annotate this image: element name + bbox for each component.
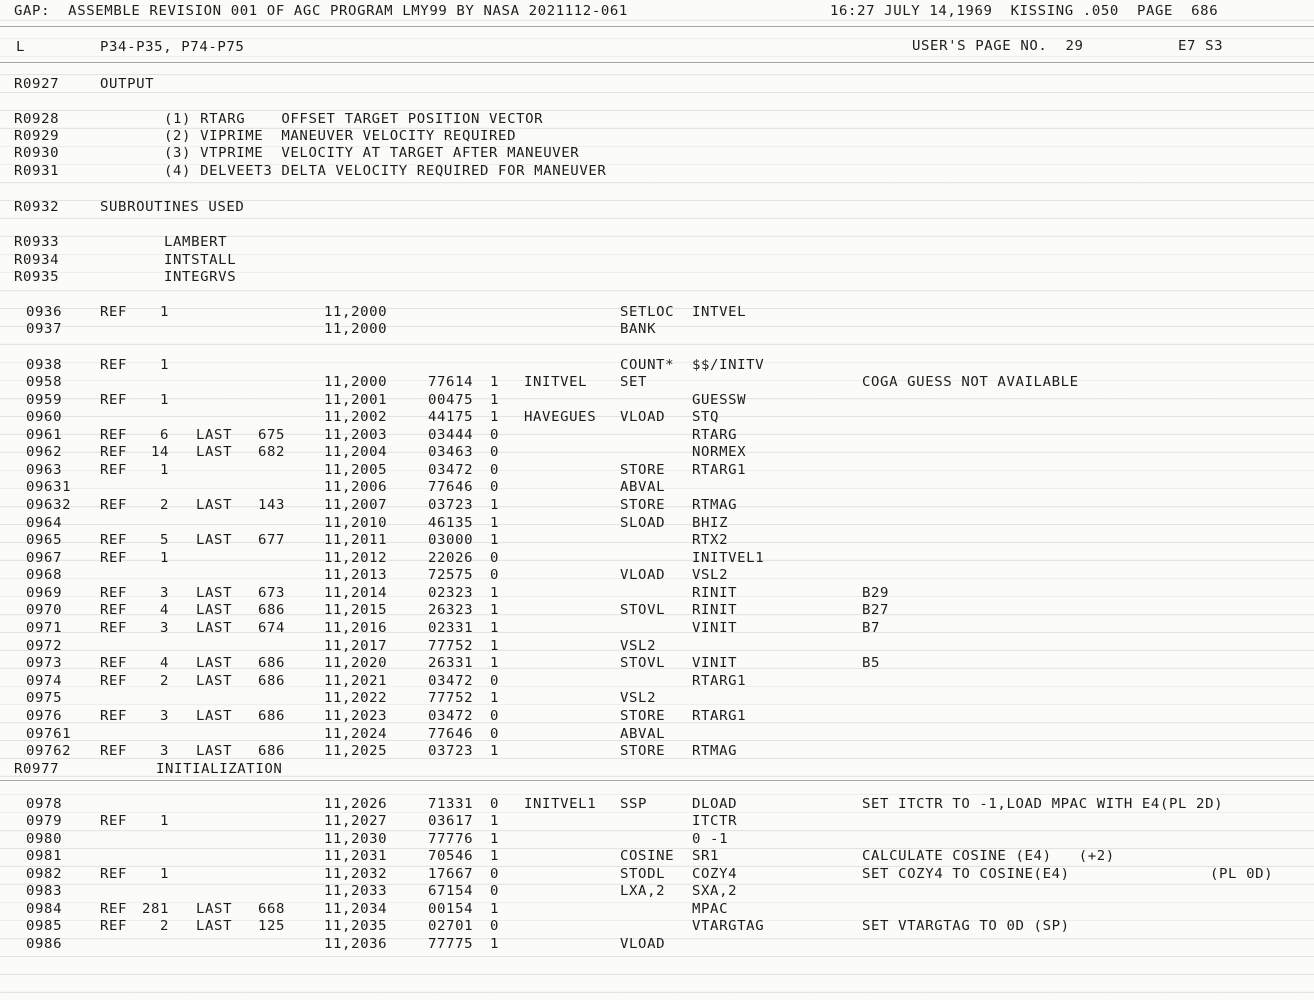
ref-count: 3 — [160, 709, 170, 724]
ref-count: 14 — [151, 445, 170, 460]
parity-bit: 0 — [490, 445, 500, 460]
code-label: INITVEL — [524, 375, 588, 390]
parity-bit: 1 — [490, 393, 500, 408]
memory-address: 11,2021 — [324, 674, 388, 689]
memory-address: 11,2016 — [324, 621, 388, 636]
operand: RTMAG — [692, 744, 738, 759]
listing-line-number: 0958 — [26, 375, 63, 390]
ref-count: 1 — [160, 305, 170, 320]
memory-address: 11,2004 — [324, 445, 388, 460]
ref-marker: REF — [100, 358, 128, 373]
parity-bit: 1 — [490, 849, 500, 864]
listing-line-number: 0964 — [26, 516, 63, 531]
memory-address: 11,2000 — [324, 375, 388, 390]
code-comment: B29 — [862, 586, 890, 601]
opcode: BANK — [620, 322, 657, 337]
last-page: 686 — [258, 674, 286, 689]
ref-count: 281 — [142, 902, 170, 917]
ref-marker: REF — [100, 674, 128, 689]
code-comment: SET VTARGTAG TO 0D (SP) — [862, 919, 1070, 934]
opcode: STOVL — [620, 603, 666, 618]
memory-address: 11,2036 — [324, 937, 388, 952]
listing-line-number: 0961 — [26, 428, 63, 443]
opcode: COSINE — [620, 849, 675, 864]
operand: RINIT — [692, 586, 738, 601]
octal-word: 46135 — [428, 516, 474, 531]
opcode: LXA,2 — [620, 884, 666, 899]
operand: RTARG1 — [692, 674, 747, 689]
octal-word: 03472 — [428, 463, 474, 478]
memory-address: 11,2000 — [324, 322, 388, 337]
operand: ITCTR — [692, 814, 738, 829]
memory-address: 11,2017 — [324, 639, 388, 654]
ref-marker: REF — [100, 463, 128, 478]
memory-address: 11,2014 — [324, 586, 388, 601]
octal-word: 03463 — [428, 445, 474, 460]
memory-address: 11,2000 — [324, 305, 388, 320]
memory-address: 11,2023 — [324, 709, 388, 724]
octal-word: 17667 — [428, 867, 474, 882]
parity-bit: 0 — [490, 551, 500, 566]
octal-word: 70546 — [428, 849, 474, 864]
remark-line-number: R0935 — [14, 270, 60, 285]
octal-word: 77614 — [428, 375, 474, 390]
opcode: SET — [620, 375, 648, 390]
operand: INITVEL1 — [692, 551, 765, 566]
ref-count: 3 — [160, 744, 170, 759]
memory-address: 11,2034 — [324, 902, 388, 917]
remark-line-number: R0928 — [14, 112, 60, 127]
listing-line-number: 0975 — [26, 691, 63, 706]
ref-marker: REF — [100, 709, 128, 724]
ref-count: 4 — [160, 603, 170, 618]
remark-line-number: R0932 — [14, 200, 60, 215]
parity-bit: 0 — [490, 709, 500, 724]
operand: RINIT — [692, 603, 738, 618]
listing-line-number: 0979 — [26, 814, 63, 829]
parity-bit: 1 — [490, 603, 500, 618]
last-page: 668 — [258, 902, 286, 917]
listing-line-number: 0986 — [26, 937, 63, 952]
listing-line-number: 0971 — [26, 621, 63, 636]
parity-bit: 1 — [490, 744, 500, 759]
octal-word: 77775 — [428, 937, 474, 952]
code-comment: B7 — [862, 621, 881, 636]
ref-marker: REF — [100, 814, 128, 829]
opcode: STODL — [620, 867, 666, 882]
section-line-number: R0977 — [14, 762, 60, 777]
remark-text: OUTPUT — [100, 77, 155, 92]
listing-line-number: 0970 — [26, 603, 63, 618]
parity-bit: 1 — [490, 937, 500, 952]
parity-bit: 0 — [490, 727, 500, 742]
memory-address: 11,2031 — [324, 849, 388, 864]
listing-line-number: 0972 — [26, 639, 63, 654]
last-page: 686 — [258, 656, 286, 671]
operand: VINIT — [692, 621, 738, 636]
parity-bit: 1 — [490, 533, 500, 548]
octal-word: 03444 — [428, 428, 474, 443]
ref-marker: REF — [100, 533, 128, 548]
listing-line-number: 0962 — [26, 445, 63, 460]
last-marker: LAST — [196, 586, 233, 601]
octal-word: 00475 — [428, 393, 474, 408]
listing-line-number: 09761 — [26, 727, 72, 742]
operand: COZY4 — [692, 867, 738, 882]
opcode: SLOAD — [620, 516, 666, 531]
code-comment: CALCULATE COSINE (E4) (+2) — [862, 849, 1115, 864]
memory-address: 11,2012 — [324, 551, 388, 566]
listing-line-number: 0965 — [26, 533, 63, 548]
parity-bit: 1 — [490, 586, 500, 601]
memory-address: 11,2013 — [324, 568, 388, 583]
last-marker: LAST — [196, 902, 233, 917]
ref-count: 5 — [160, 533, 170, 548]
last-marker: LAST — [196, 603, 233, 618]
operand: SXA,2 — [692, 884, 738, 899]
octal-word: 03000 — [428, 533, 474, 548]
remark-line-number: R0927 — [14, 77, 60, 92]
last-page: 673 — [258, 586, 286, 601]
octal-word: 02323 — [428, 586, 474, 601]
last-marker: LAST — [196, 674, 233, 689]
remark-text: (2) VIPRIME MANEUVER VELOCITY REQUIRED — [164, 129, 517, 144]
listing-line-number: 0985 — [26, 919, 63, 934]
operand: RTMAG — [692, 498, 738, 513]
parity-bit: 0 — [490, 428, 500, 443]
opcode: VSL2 — [620, 639, 657, 654]
parity-bit: 0 — [490, 674, 500, 689]
octal-word: 77776 — [428, 832, 474, 847]
ref-count: 1 — [160, 463, 170, 478]
parity-bit: 0 — [490, 884, 500, 899]
opcode: VLOAD — [620, 568, 666, 583]
ref-marker: REF — [100, 902, 128, 917]
parity-bit: 0 — [490, 568, 500, 583]
listing-line-number: 0984 — [26, 902, 63, 917]
operand: MPAC — [692, 902, 729, 917]
operand: 0 -1 — [692, 832, 729, 847]
memory-address: 11,2011 — [324, 533, 388, 548]
listing-line-number: 0976 — [26, 709, 63, 724]
operand: RTX2 — [692, 533, 729, 548]
code-comment: SET COZY4 TO COSINE(E4) — [862, 867, 1070, 882]
memory-address: 11,2025 — [324, 744, 388, 759]
ref-count: 2 — [160, 674, 170, 689]
operand: NORMEX — [692, 445, 747, 460]
ref-marker: REF — [100, 744, 128, 759]
last-page: 686 — [258, 603, 286, 618]
user-page-number: USER'S PAGE NO. 29 — [912, 39, 1084, 54]
remark-text: (4) DELVEET3 DELTA VELOCITY REQUIRED FOR MANEUVER — [164, 164, 607, 179]
octal-word: 00154 — [428, 902, 474, 917]
octal-word: 72575 — [428, 568, 474, 583]
last-page: 675 — [258, 428, 286, 443]
operand: RTARG1 — [692, 709, 747, 724]
remark-text: INTSTALL — [164, 253, 237, 268]
octal-word: 26323 — [428, 603, 474, 618]
ref-count: 1 — [160, 867, 170, 882]
ref-count: 6 — [160, 428, 170, 443]
header-timestamp: 16:27 JULY 14,1969 KISSING .050 PAGE 686 — [830, 4, 1219, 19]
code-comment: B27 — [862, 603, 890, 618]
parity-bit: 0 — [490, 919, 500, 934]
page-code: E7 S3 — [1178, 39, 1224, 54]
memory-address: 11,2015 — [324, 603, 388, 618]
parity-bit: 0 — [490, 797, 500, 812]
octal-word: 22026 — [428, 551, 474, 566]
ref-marker: REF — [100, 621, 128, 636]
operand: SR1 — [692, 849, 720, 864]
listing-line-number: 0960 — [26, 410, 63, 425]
parity-bit: 1 — [490, 656, 500, 671]
octal-word: 26331 — [428, 656, 474, 671]
parity-bit: 0 — [490, 867, 500, 882]
listing-line-number: 0936 — [26, 305, 63, 320]
ref-marker: REF — [100, 603, 128, 618]
octal-word: 03617 — [428, 814, 474, 829]
remark-line-number: R0931 — [14, 164, 60, 179]
opcode: VSL2 — [620, 691, 657, 706]
opcode: STORE — [620, 709, 666, 724]
ref-count: 3 — [160, 586, 170, 601]
remark-text: (1) RTARG OFFSET TARGET POSITION VECTOR — [164, 112, 544, 127]
parity-bit: 1 — [490, 621, 500, 636]
memory-address: 11,2010 — [324, 516, 388, 531]
octal-word: 03472 — [428, 674, 474, 689]
listing-line-number: 0978 — [26, 797, 63, 812]
ref-count: 1 — [160, 551, 170, 566]
opcode: STORE — [620, 498, 666, 513]
ref-count: 4 — [160, 656, 170, 671]
memory-address: 11,2007 — [324, 498, 388, 513]
octal-word: 77752 — [428, 639, 474, 654]
listing-line-number: 0968 — [26, 568, 63, 583]
operand: VINIT — [692, 656, 738, 671]
memory-address: 11,2001 — [324, 393, 388, 408]
ref-marker: REF — [100, 867, 128, 882]
parity-bit: 1 — [490, 639, 500, 654]
last-page: 686 — [258, 744, 286, 759]
code-label: INITVEL1 — [524, 797, 597, 812]
last-page: 677 — [258, 533, 286, 548]
listing-line-number: 0967 — [26, 551, 63, 566]
remark-line-number: R0933 — [14, 235, 60, 250]
listing-line-number: 0982 — [26, 867, 63, 882]
octal-word: 44175 — [428, 410, 474, 425]
memory-address: 11,2024 — [324, 727, 388, 742]
octal-word: 77752 — [428, 691, 474, 706]
ref-marker: REF — [100, 656, 128, 671]
ref-marker: REF — [100, 428, 128, 443]
memory-address: 11,2003 — [324, 428, 388, 443]
last-page: 686 — [258, 709, 286, 724]
listing-line-number: 0963 — [26, 463, 63, 478]
listing-line-number: 0980 — [26, 832, 63, 847]
octal-word: 02331 — [428, 621, 474, 636]
opcode: STORE — [620, 463, 666, 478]
opcode: ABVAL — [620, 727, 666, 742]
operand: RTARG — [692, 428, 738, 443]
octal-word: 77646 — [428, 480, 474, 495]
memory-address: 11,2035 — [324, 919, 388, 934]
section-divider — [0, 780, 1314, 781]
memory-address: 11,2033 — [324, 884, 388, 899]
ref-count: 2 — [160, 919, 170, 934]
last-page: 682 — [258, 445, 286, 460]
listing-line-number: 0938 — [26, 358, 63, 373]
header-l-marker: L — [16, 40, 26, 55]
listing-line-number: 09762 — [26, 744, 72, 759]
section-divider — [0, 62, 1314, 63]
code-comment: SET ITCTR TO -1,LOAD MPAC WITH E4(PL 2D) — [862, 797, 1224, 812]
parity-bit: 1 — [490, 814, 500, 829]
listing-line-number: 0981 — [26, 849, 63, 864]
memory-address: 11,2022 — [324, 691, 388, 706]
code-comment: COGA GUESS NOT AVAILABLE — [862, 375, 1079, 390]
memory-address: 11,2027 — [324, 814, 388, 829]
ref-marker: REF — [100, 445, 128, 460]
opcode: STORE — [620, 744, 666, 759]
listing-line-number: 0969 — [26, 586, 63, 601]
octal-word: 03723 — [428, 498, 474, 513]
ref-marker: REF — [100, 393, 128, 408]
remark-text: (3) VTPRIME VELOCITY AT TARGET AFTER MANEUVER — [164, 146, 580, 161]
opcode: SETLOC — [620, 305, 675, 320]
octal-word: 67154 — [428, 884, 474, 899]
last-marker: LAST — [196, 656, 233, 671]
last-marker: LAST — [196, 744, 233, 759]
memory-address: 11,2005 — [324, 463, 388, 478]
last-marker: LAST — [196, 533, 233, 548]
ref-count: 2 — [160, 498, 170, 513]
last-marker: LAST — [196, 445, 233, 460]
memory-address: 11,2006 — [324, 480, 388, 495]
opcode: COUNT* — [620, 358, 675, 373]
section-title: INITIALIZATION — [156, 762, 283, 777]
parity-bit: 1 — [490, 410, 500, 425]
ref-count: 1 — [160, 814, 170, 829]
ref-count: 1 — [160, 358, 170, 373]
code-comment: B5 — [862, 656, 881, 671]
parity-bit: 1 — [490, 516, 500, 531]
opcode: STOVL — [620, 656, 666, 671]
code-comment-extra: (PL 0D) — [1210, 867, 1274, 882]
header-title: GAP: ASSEMBLE REVISION 001 OF AGC PROGRAM LMY99 BY NASA 2021112-061 — [14, 4, 628, 19]
octal-word: 02701 — [428, 919, 474, 934]
remark-text: LAMBERT — [164, 235, 228, 250]
operand: VSL2 — [692, 568, 729, 583]
code-label: HAVEGUES — [524, 410, 597, 425]
remark-line-number: R0930 — [14, 146, 60, 161]
ref-count: 3 — [160, 621, 170, 636]
remark-line-number: R0929 — [14, 129, 60, 144]
listing-line-number: 09631 — [26, 480, 72, 495]
octal-word: 03472 — [428, 709, 474, 724]
last-marker: LAST — [196, 428, 233, 443]
listing-line-number: 0959 — [26, 393, 63, 408]
ref-count: 1 — [160, 393, 170, 408]
listing-line-number: 0937 — [26, 322, 63, 337]
last-marker: LAST — [196, 919, 233, 934]
operand: DLOAD — [692, 797, 738, 812]
opcode: VLOAD — [620, 937, 666, 952]
operand: STQ — [692, 410, 720, 425]
operand: $$/INITV — [692, 358, 765, 373]
ref-marker: REF — [100, 551, 128, 566]
operand: GUESSW — [692, 393, 747, 408]
operand: BHIZ — [692, 516, 729, 531]
last-page: 143 — [258, 498, 286, 513]
parity-bit: 1 — [490, 375, 500, 390]
operand: VTARGTAG — [692, 919, 765, 934]
ref-marker: REF — [100, 305, 128, 320]
memory-address: 11,2002 — [324, 410, 388, 425]
operand: RTARG1 — [692, 463, 747, 478]
last-marker: LAST — [196, 709, 233, 724]
operand: INTVEL — [692, 305, 747, 320]
memory-address: 11,2026 — [324, 797, 388, 812]
parity-bit: 1 — [490, 691, 500, 706]
ref-marker: REF — [100, 498, 128, 513]
listing-line-number: 09632 — [26, 498, 72, 513]
section-divider — [0, 26, 1314, 27]
last-marker: LAST — [196, 621, 233, 636]
parity-bit: 0 — [490, 480, 500, 495]
opcode: VLOAD — [620, 410, 666, 425]
parity-bit: 1 — [490, 498, 500, 513]
remark-line-number: R0934 — [14, 253, 60, 268]
opcode: ABVAL — [620, 480, 666, 495]
memory-address: 11,2030 — [324, 832, 388, 847]
octal-word: 71331 — [428, 797, 474, 812]
remark-text: SUBROUTINES USED — [100, 200, 245, 215]
last-page: 674 — [258, 621, 286, 636]
parity-bit: 1 — [490, 832, 500, 847]
parity-bit: 1 — [490, 902, 500, 917]
memory-address: 11,2032 — [324, 867, 388, 882]
octal-word: 77646 — [428, 727, 474, 742]
memory-address: 11,2020 — [324, 656, 388, 671]
octal-word: 03723 — [428, 744, 474, 759]
ref-marker: REF — [100, 919, 128, 934]
listing-line-number: 0974 — [26, 674, 63, 689]
remark-text: INTEGRVS — [164, 270, 237, 285]
parity-bit: 0 — [490, 463, 500, 478]
opcode: SSP — [620, 797, 648, 812]
listing-line-number: 0973 — [26, 656, 63, 671]
last-page: 125 — [258, 919, 286, 934]
listing-line-number: 0983 — [26, 884, 63, 899]
ref-marker: REF — [100, 586, 128, 601]
program-section: P34-P35, P74-P75 — [100, 40, 245, 55]
last-marker: LAST — [196, 498, 233, 513]
